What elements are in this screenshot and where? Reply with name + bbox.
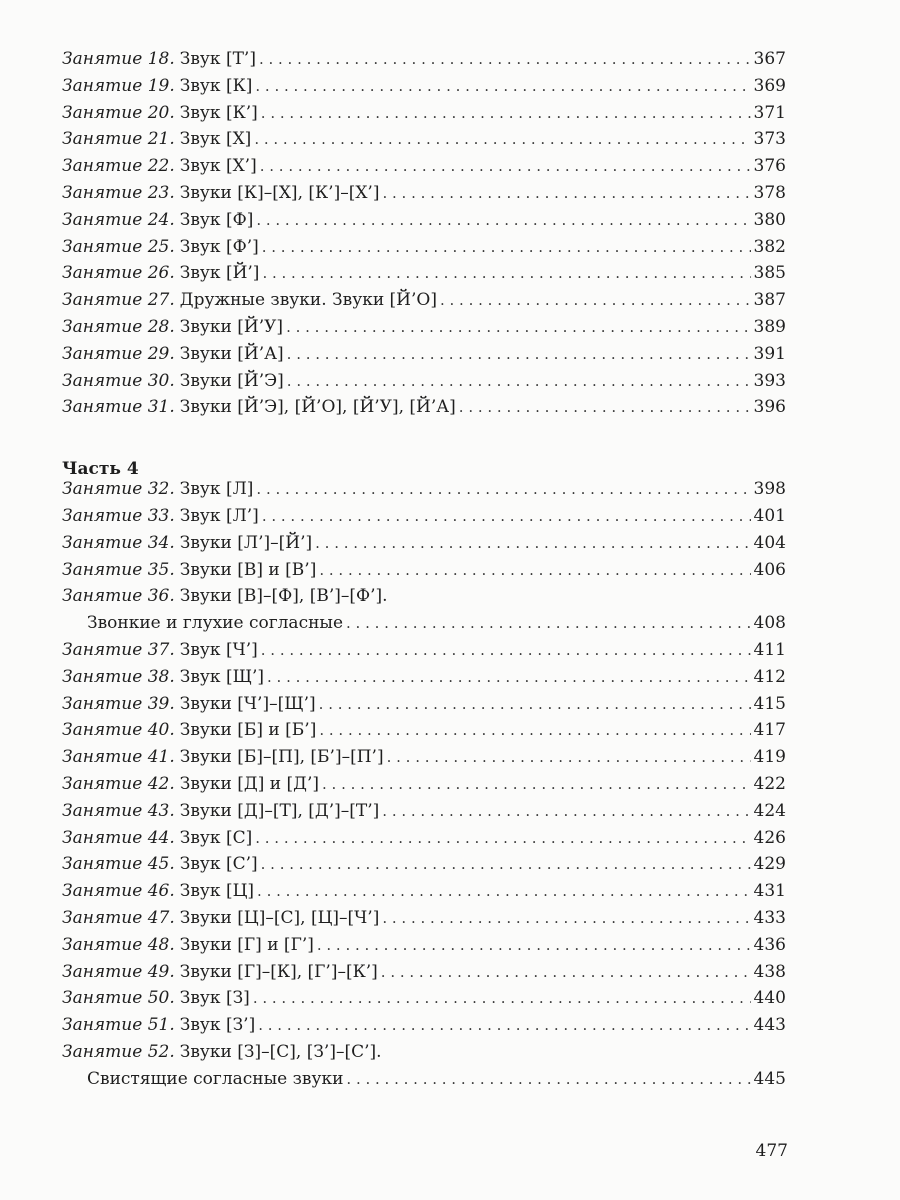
dot-leader <box>459 398 751 416</box>
lesson-title: Звук [Х’] <box>179 156 257 177</box>
dot-leader <box>319 721 750 739</box>
dot-leader <box>256 480 750 498</box>
lesson-title: Звук [Т’] <box>179 49 256 69</box>
lesson-title: Звуки [К]–[Х], [К’]–[Х’] <box>179 182 380 203</box>
lesson-title: Звук [Х] <box>179 129 252 150</box>
lesson-title: Звук [Ф’] <box>179 236 259 257</box>
lesson-label: Занятие 40. <box>62 720 175 741</box>
lesson-label: Занятие 41. <box>62 747 175 768</box>
lesson-title: Дружные звуки. Звуки [Й’О] <box>179 290 437 311</box>
lesson-title: Звук [К] <box>179 75 253 96</box>
lesson-page-number: 396 <box>753 397 786 418</box>
toc-entry <box>62 774 786 801</box>
dot-leader <box>322 775 751 793</box>
toc-entry <box>62 586 786 613</box>
lesson-page-number: 389 <box>753 316 786 337</box>
toc-entry <box>62 1015 786 1042</box>
toc-entry <box>62 935 786 962</box>
toc-entry <box>62 183 786 210</box>
toc-entry <box>62 694 786 721</box>
dot-leader <box>255 77 750 95</box>
toc-entry <box>62 1042 786 1069</box>
lesson-page-number: 393 <box>753 370 786 391</box>
lesson-page-number: 382 <box>753 236 786 257</box>
lesson-label: Занятие 35. <box>62 559 175 580</box>
lesson-page-number: 380 <box>753 209 786 230</box>
lesson-title: Звук [З] <box>179 988 250 1009</box>
toc-entry <box>62 881 786 908</box>
lesson-label: Занятие 33. <box>62 505 175 526</box>
lesson-label: Занятие 21. <box>62 129 175 150</box>
toc-entry <box>62 667 786 694</box>
lesson-label: Занятие 19. <box>62 75 175 96</box>
lesson-page-number: 367 <box>753 49 786 69</box>
dot-leader <box>261 855 751 873</box>
toc-entry <box>62 854 786 881</box>
toc-entry <box>62 237 786 264</box>
lesson-label: Занятие 51. <box>62 1015 175 1036</box>
lesson-label: Занятие 46. <box>62 881 175 902</box>
lesson-page-number: 419 <box>753 747 786 768</box>
dot-leader <box>382 909 750 927</box>
dot-leader <box>319 695 751 713</box>
lesson-page-number: 398 <box>753 479 786 500</box>
lesson-page-number: 436 <box>753 934 786 955</box>
lesson-page-number: 369 <box>753 75 786 96</box>
toc-entry <box>62 317 786 344</box>
lesson-page-number: 431 <box>753 881 786 902</box>
lesson-page-number: 429 <box>753 854 786 875</box>
dot-leader <box>287 345 751 363</box>
lesson-title: Звуки [Ч’]–[Щ’] <box>179 693 316 714</box>
lesson-label: Занятие 28. <box>62 316 175 337</box>
dot-leader <box>261 641 751 659</box>
lesson-title: Звуки [Й’Э], [Й’О], [Й’У], [Й’А] <box>179 397 456 418</box>
toc-entry <box>62 613 786 640</box>
lesson-page-number: 378 <box>753 182 786 203</box>
lesson-page-number: 408 <box>753 613 786 634</box>
dot-leader <box>262 507 751 525</box>
lesson-page-number: 385 <box>753 263 786 284</box>
lesson-title: Звуки [Л’]–[Й’] <box>179 532 313 553</box>
lesson-title: Звук [С] <box>179 827 253 848</box>
dot-leader <box>346 1070 750 1088</box>
lesson-title: Звук [З’] <box>179 1015 256 1036</box>
lesson-title: Звуки [Д]–[Т], [Д’]–[Т’] <box>179 800 380 821</box>
toc-part-4-list <box>62 479 786 1095</box>
lesson-title: Звук [Л’] <box>179 505 259 526</box>
toc-entry <box>62 371 786 398</box>
dot-leader <box>381 963 751 981</box>
toc-part-3-list <box>62 49 786 424</box>
dot-leader <box>440 291 751 309</box>
toc-entry <box>62 290 786 317</box>
lesson-label: Занятие 29. <box>62 343 175 364</box>
lesson-page-number: 443 <box>753 1015 786 1036</box>
lesson-title: Звуки [В]–[Ф], [В’]–[Ф’]. <box>179 586 388 607</box>
lesson-title: Звуки [Й’Э] <box>179 370 284 391</box>
toc-entry <box>62 506 786 533</box>
lesson-label: Занятие 45. <box>62 854 175 875</box>
toc-entry <box>62 1069 786 1096</box>
lesson-label: Занятие 24. <box>62 209 175 230</box>
toc-entry <box>62 560 786 587</box>
lesson-title: Звуки [З]–[С], [З’]–[С’]. <box>179 1041 382 1062</box>
lesson-title: Звук [Й’] <box>179 263 260 284</box>
dot-leader <box>262 264 750 282</box>
dot-leader <box>315 534 750 552</box>
toc-entry <box>62 988 786 1015</box>
lesson-title: Звуки [В] и [В’] <box>179 559 317 580</box>
lesson-title: Звонкие и глухие согласные <box>87 613 344 634</box>
lesson-page-number: 433 <box>753 907 786 928</box>
lesson-page-number: 387 <box>753 290 786 311</box>
toc-entry <box>62 533 786 560</box>
section-spacer <box>62 424 786 450</box>
page-number: 477 <box>755 1141 788 1161</box>
lesson-title: Звуки [Й’А] <box>179 343 284 364</box>
table-of-contents <box>62 49 786 1095</box>
lesson-page-number: 445 <box>753 1068 786 1089</box>
lesson-label: Занятие 25. <box>62 236 175 257</box>
toc-entry <box>62 747 786 774</box>
lesson-title: Звук [Ц] <box>179 881 255 902</box>
lesson-label: Занятие 22. <box>62 156 175 177</box>
dot-leader <box>255 829 750 847</box>
lesson-title: Звуки [Д] и [Д’] <box>179 773 319 794</box>
lesson-page-number: 440 <box>753 988 786 1009</box>
dot-leader <box>254 130 750 148</box>
lesson-title: Звуки [Г] и [Г’] <box>179 934 314 955</box>
lesson-label: Занятие 30. <box>62 370 175 391</box>
toc-entry <box>62 344 786 371</box>
dot-leader <box>387 748 751 766</box>
lesson-label: Занятие 34. <box>62 532 175 553</box>
lesson-title: Звук [Ф] <box>179 209 254 230</box>
lesson-title: Звуки [Б]–[П], [Б’]–[П’] <box>179 747 384 768</box>
lesson-page-number: 426 <box>753 827 786 848</box>
lesson-page-number: 404 <box>753 532 786 553</box>
toc-entry <box>62 801 786 828</box>
lesson-title: Звуки [Й’У] <box>179 316 284 337</box>
lesson-page-number: 422 <box>753 773 786 794</box>
lesson-title: Звук [Ч’] <box>179 639 258 660</box>
dot-leader <box>253 989 751 1007</box>
lesson-title: Звуки [Ц]–[С], [Ц]–[Ч’] <box>179 907 380 928</box>
lesson-label: Занятие 42. <box>62 773 175 794</box>
lesson-label: Занятие 50. <box>62 988 175 1009</box>
lesson-label: Занятие 20. <box>62 102 175 123</box>
toc-entry <box>62 479 786 506</box>
lesson-page-number: 411 <box>753 639 786 660</box>
dot-leader <box>319 561 750 579</box>
lesson-label: Занятие 39. <box>62 693 175 714</box>
dot-leader <box>256 211 750 229</box>
lesson-page-number: 376 <box>753 156 786 177</box>
lesson-label: Занятие 49. <box>62 961 175 982</box>
lesson-title: Свистящие согласные звуки <box>87 1068 344 1089</box>
lesson-title: Звуки [Б] и [Б’] <box>179 720 317 741</box>
part-4-heading: Часть 4 <box>62 459 139 480</box>
toc-entry <box>62 263 786 290</box>
lesson-title: Звуки [Г]–[К], [Г’]–[К’] <box>179 961 378 982</box>
toc-entry <box>62 397 786 424</box>
lesson-page-number: 424 <box>753 800 786 821</box>
lesson-label: Занятие 26. <box>62 263 175 284</box>
dot-leader <box>260 157 751 175</box>
dot-leader <box>287 372 751 390</box>
lesson-label: Занятие 31. <box>62 397 175 418</box>
lesson-title: Звук [Л] <box>179 479 254 500</box>
lesson-page-number: 438 <box>753 961 786 982</box>
dot-leader <box>317 936 751 954</box>
lesson-page-number: 391 <box>753 343 786 364</box>
toc-entry <box>62 49 786 76</box>
toc-entry <box>62 129 786 156</box>
lesson-page-number: 415 <box>753 693 786 714</box>
lesson-label: Занятие 44. <box>62 827 175 848</box>
toc-entry <box>62 76 786 103</box>
lesson-label: Занятие 48. <box>62 934 175 955</box>
dot-leader <box>258 1016 750 1034</box>
lesson-page-number: 401 <box>753 505 786 526</box>
dot-leader <box>286 318 750 336</box>
lesson-page-number: 412 <box>753 666 786 687</box>
toc-entry <box>62 908 786 935</box>
toc-entry <box>62 210 786 237</box>
lesson-title: Звук [С’] <box>179 854 258 875</box>
lesson-label: Занятие 52. <box>62 1041 175 1062</box>
dot-leader <box>262 238 751 256</box>
lesson-label: Занятие 47. <box>62 907 175 928</box>
dot-leader <box>382 184 750 202</box>
lesson-label: Занятие 23. <box>62 182 175 203</box>
lesson-page-number: 406 <box>753 559 786 580</box>
toc-entry <box>62 156 786 183</box>
dot-leader <box>382 802 750 820</box>
toc-entry <box>62 962 786 989</box>
lesson-label: Занятие 37. <box>62 639 175 660</box>
toc-entry <box>62 828 786 855</box>
lesson-title: Звук [К’] <box>179 102 258 123</box>
toc-entry <box>62 720 786 747</box>
dot-leader <box>261 104 751 122</box>
lesson-label: Занятие 18. <box>62 49 175 69</box>
lesson-label: Занятие 27. <box>62 290 175 311</box>
lesson-page-number: 417 <box>753 720 786 741</box>
lesson-page-number: 373 <box>753 129 786 150</box>
dot-leader <box>267 668 751 686</box>
dot-leader <box>259 50 751 68</box>
dot-leader <box>257 882 751 900</box>
toc-entry <box>62 103 786 130</box>
lesson-label: Занятие 32. <box>62 479 175 500</box>
lesson-label: Занятие 38. <box>62 666 175 687</box>
lesson-page-number: 371 <box>753 102 786 123</box>
toc-entry <box>62 640 786 667</box>
dot-leader <box>346 614 751 632</box>
lesson-title: Звук [Щ’] <box>179 666 265 687</box>
lesson-label: Занятие 43. <box>62 800 175 821</box>
lesson-label: Занятие 36. <box>62 586 175 607</box>
